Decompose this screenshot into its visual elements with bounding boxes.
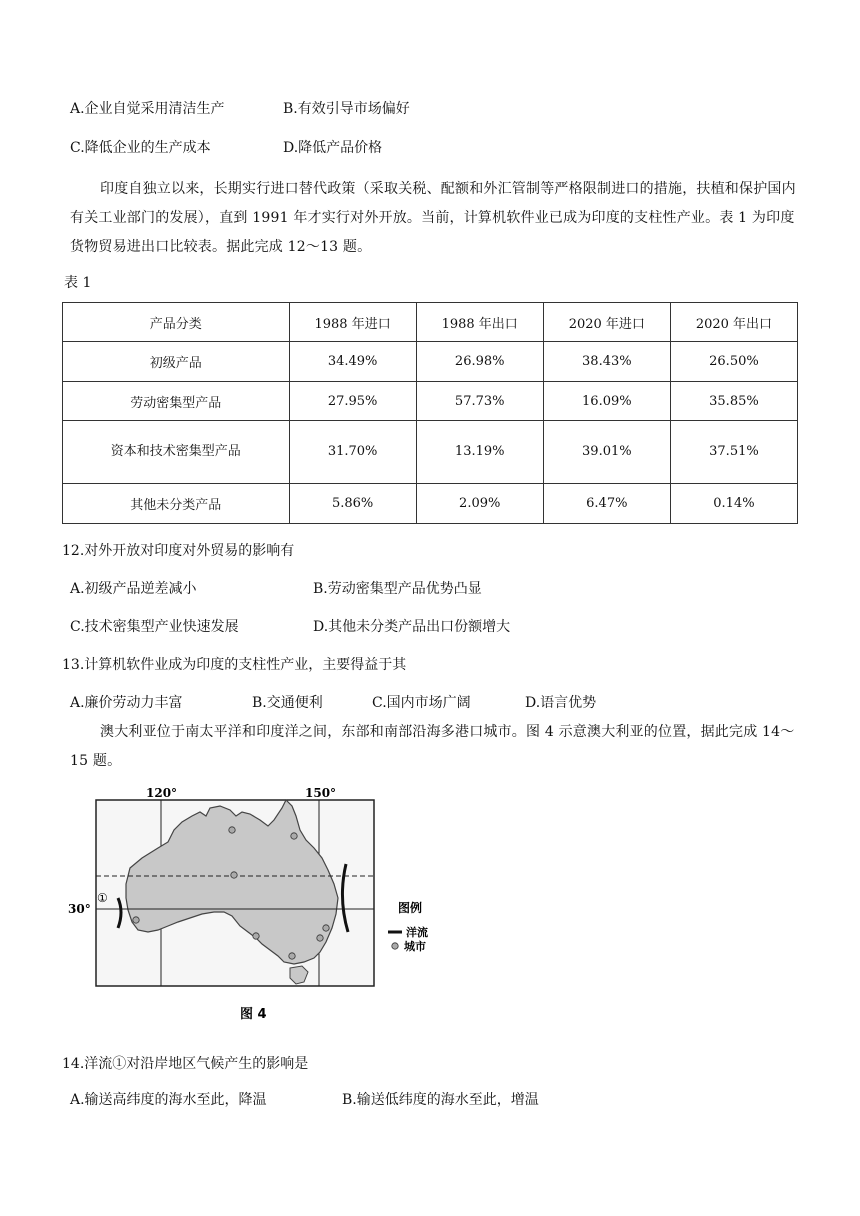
option-12c: C.技术密集型产业快速发展 <box>70 619 239 635</box>
city-icon <box>291 833 297 839</box>
trade-table <box>62 302 798 524</box>
table-cell: 38.43% <box>543 342 670 382</box>
figure-caption: 图 4 <box>240 1007 267 1022</box>
table-row <box>63 382 798 421</box>
city-icon <box>133 917 139 923</box>
table-cell: 35.85% <box>670 382 797 421</box>
table-header-cell: 1988 年进口 <box>289 303 416 342</box>
table-header-cell: 2020 年进口 <box>543 303 670 342</box>
table-cell: 5.86% <box>289 484 416 524</box>
table-cell: 57.73% <box>416 382 543 421</box>
question-13-stem: 13.计算机软件业成为印度的支柱性产业，主要得益于其 <box>62 657 407 673</box>
question-12-stem: 12.对外开放对印度对外贸易的影响有 <box>62 543 295 559</box>
option-11d: D.降低产品价格 <box>283 140 383 156</box>
table-cell: 13.19% <box>416 421 543 484</box>
city-icon <box>289 953 295 959</box>
city-icon <box>317 935 323 941</box>
option-13d: D.语言优势 <box>525 695 597 711</box>
table-row <box>63 484 798 524</box>
intro-australia-paragraph: 澳大利亚位于南太平洋和印度洋之间，东部和南部沿海多港口城市。图 4 示意澳大利亚的位置，据此完成 14～15 题。 <box>70 724 795 769</box>
city-icon <box>231 872 237 878</box>
table-cell: 37.51% <box>670 421 797 484</box>
longitude-label-120: 120° <box>146 786 178 800</box>
option-11b: B.有效引导市场偏好 <box>283 101 410 117</box>
table-cell-category: 资本和技术密集型产品 <box>63 421 290 484</box>
legend-title: 图例 <box>398 901 423 915</box>
table-cell: 16.09% <box>543 382 670 421</box>
table-cell: 6.47% <box>543 484 670 524</box>
option-11a: A.企业自觉采用清洁生产 <box>70 101 225 117</box>
city-icon <box>253 933 259 939</box>
table-cell: 26.50% <box>670 342 797 382</box>
table-header-cell: 2020 年出口 <box>670 303 797 342</box>
longitude-label-150: 150° <box>305 786 337 800</box>
table-cell: 26.98% <box>416 342 543 382</box>
table-cell: 34.49% <box>289 342 416 382</box>
table-cell: 0.14% <box>670 484 797 524</box>
table-cell: 39.01% <box>543 421 670 484</box>
table-cell-category: 劳动密集型产品 <box>63 382 290 421</box>
table-cell-category: 其他未分类产品 <box>63 484 290 524</box>
option-12b: B.劳动密集型产品优势凸显 <box>313 581 482 597</box>
table-cell: 27.95% <box>289 382 416 421</box>
table-row <box>63 421 798 484</box>
option-13b: B.交通便利 <box>252 695 323 711</box>
table-cell: 2.09% <box>416 484 543 524</box>
city-icon <box>229 827 235 833</box>
option-13a: A.廉价劳动力丰富 <box>70 695 183 711</box>
table-header-row <box>63 303 798 342</box>
australia-map-svg <box>64 786 444 1036</box>
legend-city-label: 城市 <box>404 940 426 953</box>
option-13c: C.国内市场广阔 <box>372 695 471 711</box>
figure-4-map <box>64 786 444 1036</box>
table-caption: 表 1 <box>64 275 92 291</box>
city-icon <box>323 925 329 931</box>
option-12a: A.初级产品逆差减小 <box>70 581 197 597</box>
option-11c: C.降低企业的生产成本 <box>70 140 211 156</box>
latitude-label-30: 30° <box>68 902 91 916</box>
table-cell: 31.70% <box>289 421 416 484</box>
legend-city-icon <box>392 943 398 949</box>
table-header-cell: 1988 年出口 <box>416 303 543 342</box>
table-row <box>63 342 798 382</box>
table-header-cell: 产品分类 <box>63 303 290 342</box>
question-14-stem: 14.洋流①对沿岸地区气候产生的影响是 <box>62 1056 309 1072</box>
option-14a: A.输送高纬度的海水至此，降温 <box>70 1092 267 1108</box>
option-12d: D.其他未分类产品出口份额增大 <box>313 619 511 635</box>
option-14b: B.输送低纬度的海水至此，增温 <box>342 1092 539 1108</box>
legend-current-label: 洋流 <box>406 926 428 939</box>
intro-india-paragraph: 印度自独立以来，长期实行进口替代政策（采取关税、配额和外汇管制等严格限制进口的措施，扶植和保护国内有关工业部门的发展），直到 1991 年才实行对外开放。当前，计算机软件业已成为印度的支柱性产业。表 1 为印度货物贸易进出口比较表。据此完成 12～13 题。 <box>70 181 796 255</box>
current-1-marker: ① <box>97 891 108 905</box>
table-cell-category: 初级产品 <box>63 342 290 382</box>
